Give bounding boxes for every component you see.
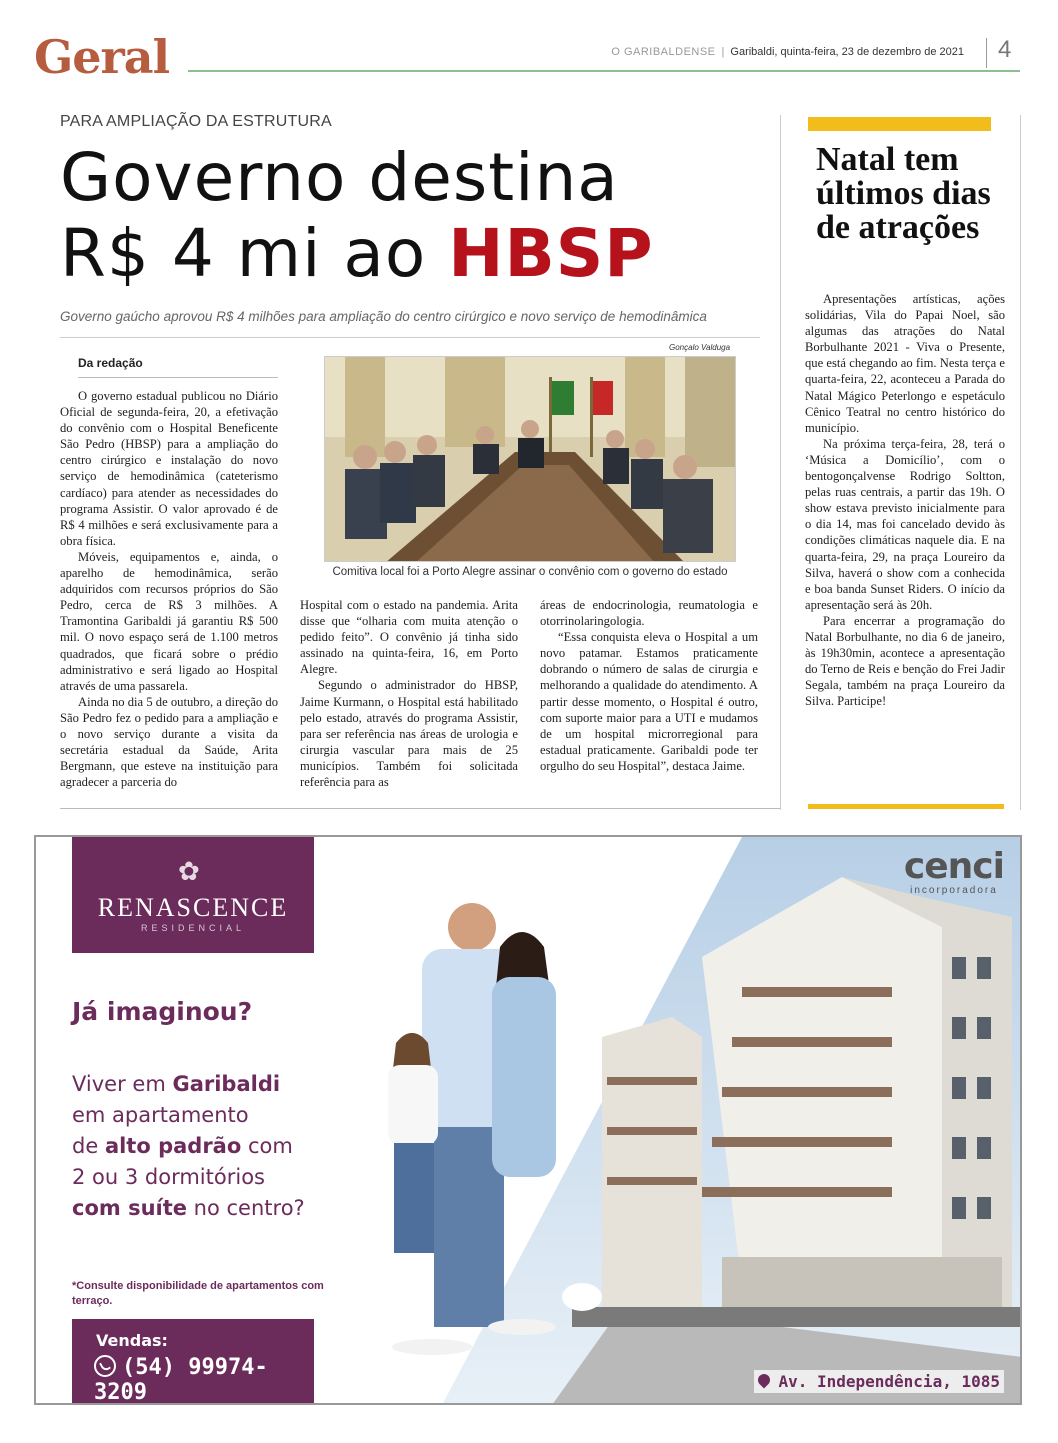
ad-question: Já imaginou? (72, 997, 253, 1026)
page-number-separator (986, 38, 987, 68)
paragraph: Na próxima terça-feira, 28, terá o ‘Música a Domicílio’, com o bentogonçalvense Rodrigo Soltton, pelas ruas centrais, a partir das 19h. O show estava previsto inicialmente para o dia 14, mas foi cancelado devido às condições climáticas naquele dia. E na quarta-feira, 29, na praça Loureiro da Silva, haverá o show com a conhecida e boa banda Sunset Riders. O início da apresentação será às 20h. (805, 436, 1005, 612)
headline-line-2 (60, 216, 654, 292)
article-column-1 (60, 388, 278, 790)
paragraph: Móveis, equipamentos e, ainda, o aparelho de hemodinâmica, serão adquiridos com recursos próprios do São Pedro, cerca de R$ 3 milhões. A Tramontina Garibaldi já garantiu R$ 500 mil. O novo espaço será de 1.100 metros quadrados, que ficará sobre o prédio administrativo e será ligado ao Hospital através de uma passarela. (60, 549, 278, 693)
paragraph: áreas de endocrinologia, reumatologia e otorrinolaringologia. (540, 598, 758, 629)
dateline: Garibaldi, quinta-feira, 23 de dezembro de 2021 (730, 46, 964, 58)
article-column-3 (540, 597, 758, 774)
article-headline (60, 140, 654, 292)
ad-copy-text: Viver em (72, 1072, 173, 1096)
paragraph: Hospital com o estado na pandemia. Arita disse que “olharia com muita atenção o pedido feito”. O convênio já tinha sido assinado na quinta-feira, 16, em Porto Alegre. (300, 598, 518, 677)
photo-caption: Comitiva local foi a Porto Alegre assinar o convênio com o governo do estado (332, 566, 728, 578)
ad-address (754, 1370, 1004, 1393)
ad-photo (322, 837, 1022, 1405)
byline-rule (78, 377, 278, 378)
ad-copy-line (72, 1193, 342, 1224)
paragraph: Para encerrar a programação do Natal Borbulhante, no dia 6 de janeiro, às 19h30min, acontece a apresentação do Terno de Reis e benção do Frei Jadir Segala, também na praça Loureiro da Silva. Participe! (805, 613, 1005, 709)
whatsapp-icon (94, 1355, 116, 1377)
sales-phone[interactable] (94, 1355, 314, 1405)
ad-copy-line (72, 1069, 342, 1100)
publication-name: O GARIBALDENSE (611, 46, 716, 58)
header-dateline-bar (611, 46, 964, 58)
ad-copy-line (72, 1131, 342, 1162)
ad-copy-line: 2 ou 3 dormitórios (72, 1165, 265, 1189)
page-number: 4 (998, 36, 1012, 63)
headline-line-2-text: R$ 4 mi ao (60, 215, 449, 292)
ad-copy-text: de (72, 1134, 105, 1158)
headline-highlight: HBSP (448, 215, 654, 292)
subhead-rule (60, 337, 760, 338)
flower-logo-icon: ✿ (178, 857, 200, 886)
location-pin-icon (756, 1372, 773, 1389)
paragraph: Segundo o administrador do HBSP, Jaime Kurmann, o Hospital está habilitado pelo estado, através do programa Assistir, para ser referência nas áreas de urologia e cirurgia vascular para mais de 25 municípios. Também foi solicitada referência para as (300, 678, 518, 790)
renascence-logo (72, 837, 314, 953)
column-divider (1020, 115, 1021, 810)
ad-copy-bold: Garibaldi (172, 1072, 281, 1096)
sidebar-accent-bar (808, 117, 991, 131)
paragraph: O governo estadual publicou no Diário Oficial de segunda-feira, 20, a efetivação do convênio com o Hospital Beneficente São Pedro (HBSP) para a ampliação do centro cirúrgico e instalação do novo serviço de hemodinâmica (cateterismo cardíaco) para atender as necessidades do programa Assistir. O valor aprovado é de R$ 4 milhões e será exclusivamente para a obra física. (60, 389, 278, 548)
real-estate-ad[interactable] (34, 835, 1022, 1405)
logo-name: RENASCENCE (97, 893, 289, 922)
article-subhead: Governo gaúcho aprovou R$ 4 milhões para ampliação do centro cirúrgico e novo serviço de hemodinâmica (60, 309, 707, 324)
header-rule (188, 70, 1020, 72)
section-title: Geral (34, 30, 170, 84)
ad-copy-text: no centro? (187, 1196, 305, 1220)
meeting-photo-illustration (325, 357, 736, 562)
brand-subtitle: incorporadora (910, 885, 998, 896)
ad-copy-bold: com suíte (72, 1196, 187, 1220)
logo-subtitle: RESIDENCIAL (140, 923, 246, 933)
article-kicker: PARA AMPLIAÇÃO DA ESTRUTURA (60, 113, 332, 130)
ad-copy (72, 1069, 342, 1224)
paragraph: Ainda no dia 5 de outubro, a direção do São Pedro fez o pedido para a ampliação e o novo serviço durante a visita da secretária estadual da Saúde, Arita Bergmann, que esteve na instituição para agradecer a parceria do (60, 694, 278, 790)
ad-copy-line: em apartamento (72, 1103, 249, 1127)
sales-phone-number[interactable]: (54) 99974-3209 (94, 1355, 268, 1405)
cenci-logo (903, 846, 1004, 896)
header-separator: | (721, 46, 725, 58)
ad-copy-bold: alto padrão (104, 1134, 242, 1158)
paragraph: “Essa conquista eleva o Hospital a um novo patamar. Estamos praticamente dobrando o número de salas de cirurgia e melhorando a qualidade do atendimento. A partir desse momento, o Hospital é outro, com suporte maior para a UTI e mudamos de um hospital microrregional para estadual praticamente. Garibaldi pode ter orgulho do seu Hospital”, destaca Jaime. (540, 630, 758, 773)
meeting-photo (324, 356, 736, 562)
brand-name: cenci (903, 846, 1004, 887)
column-divider (780, 115, 781, 810)
sidebar-body (805, 291, 1005, 709)
sidebar-bottom-bar (808, 804, 1004, 809)
sales-label: Vendas: (96, 1331, 168, 1350)
headline-line-1: Governo destina (60, 139, 619, 216)
ad-copy-text: com (241, 1134, 293, 1158)
sidebar-title: Natal tem últimos dias de atrações (816, 141, 991, 246)
article-column-2 (300, 597, 518, 790)
byline: Da redação (78, 356, 143, 370)
ad-disclaimer: *Consulte disponibilidade de apartamentos com terraço. (72, 1280, 324, 1307)
address-text: Av. Independência, 1085 (778, 1372, 1000, 1391)
sales-contact-box[interactable] (72, 1319, 314, 1405)
ad-scene-illustration (322, 837, 1022, 1405)
photo-credit: Gonçalo Valduga (669, 343, 731, 352)
paragraph: Apresentações artísticas, ações solidárias, Vila do Papai Noel, são algumas das atrações do Natal Borbulhante 2021 - Viva o Presente, que está chegando ao fim. Nesta terça e quarta-feira, 22, aconteceu a Parada do Natal Mágico Peterlongo e espetáculo Cênico Teatral no centro histórico do município. (805, 292, 1005, 435)
article-bottom-rule (60, 808, 780, 809)
